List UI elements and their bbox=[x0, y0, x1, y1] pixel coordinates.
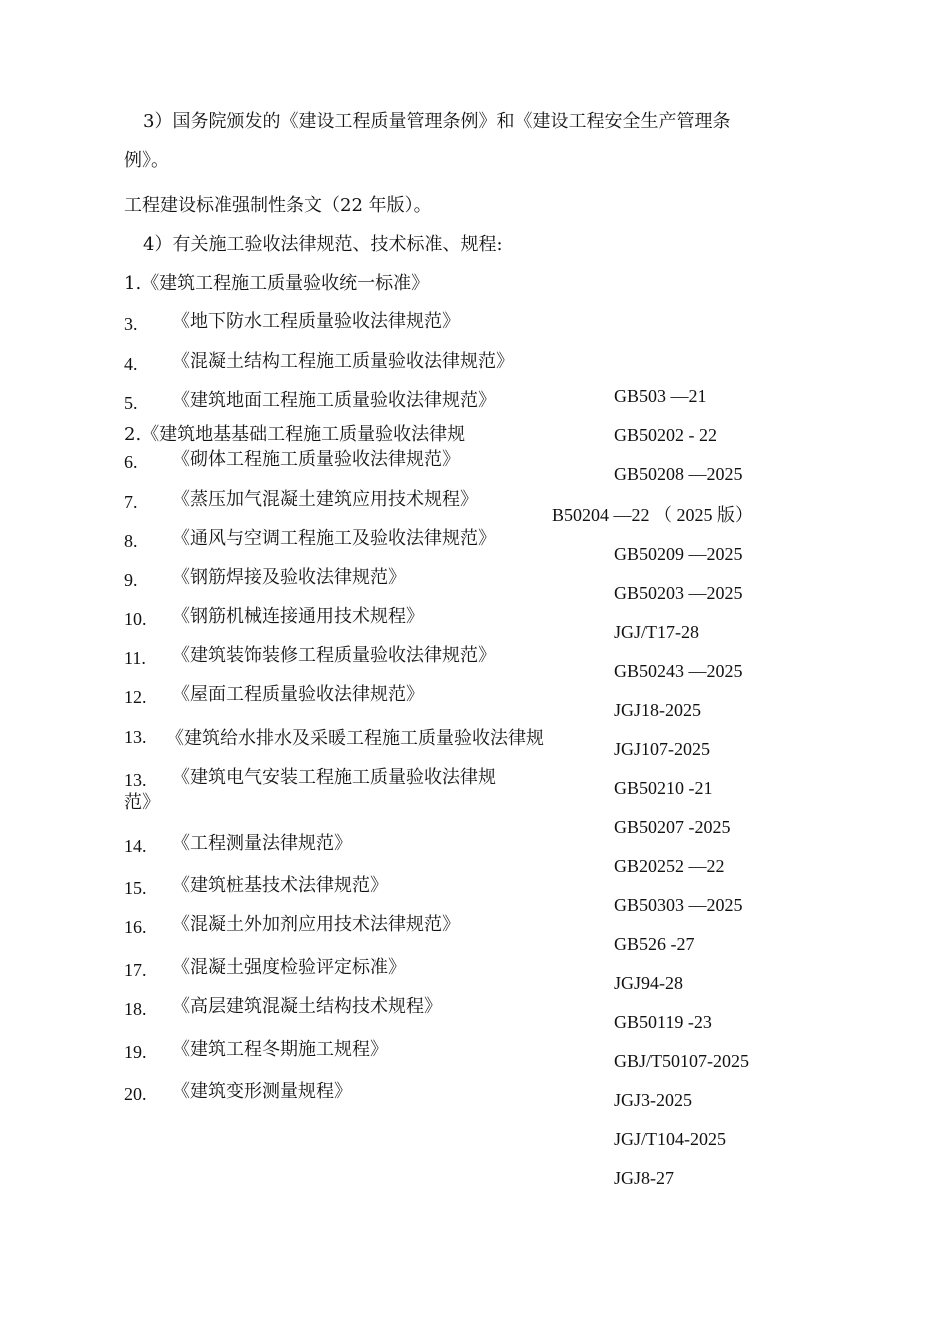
item-title: 《地下防水工程质量验收法律规范》 bbox=[172, 311, 460, 332]
standard-code: GB503 —21 bbox=[614, 386, 707, 406]
item-title: 《建筑地面工程施工质量验收法律规范》 bbox=[172, 390, 496, 411]
item-number: 12. bbox=[124, 687, 147, 707]
item-title: 《建筑工程施工质量验收统一标准》 bbox=[141, 273, 430, 294]
item-title: 《混凝土结构工程施工质量验收法律规范》 bbox=[172, 351, 514, 372]
item-title: 《钢筋焊接及验收法律规范》 bbox=[172, 567, 406, 588]
list-item bbox=[124, 423, 465, 447]
standard-code: GB50203 —2025 bbox=[614, 583, 743, 603]
item-title: 《建筑变形测量规程》 bbox=[172, 1081, 352, 1102]
item-number: 19. bbox=[124, 1042, 147, 1062]
standard-code: JGJ8-27 bbox=[614, 1168, 675, 1188]
item-number: 14. bbox=[124, 836, 147, 856]
item-number: 10. bbox=[124, 609, 147, 629]
item-number: 20. bbox=[124, 1084, 147, 1104]
standard-code: GB50202 - 22 bbox=[614, 425, 717, 445]
item-number: 3. bbox=[124, 314, 138, 334]
item-title: 《建筑给水排水及采暖工程施工质量验收法律规 bbox=[166, 728, 544, 749]
standard-code: JGJ3-2025 bbox=[614, 1090, 693, 1110]
standard-code: GB50208 —2025 bbox=[614, 464, 743, 484]
standard-code: JGJ107-2025 bbox=[614, 739, 711, 759]
standard-code: JGJ/T104-2025 bbox=[614, 1129, 726, 1149]
item-number: 6. bbox=[124, 452, 138, 472]
item-title: 《建筑电气安装工程施工质量验收法律规 bbox=[172, 767, 496, 788]
item-number: 5. bbox=[124, 393, 138, 413]
standard-code: JGJ18-2025 bbox=[614, 700, 702, 720]
standard-code: GB20252 —22 bbox=[614, 856, 725, 876]
item-title: 《建筑地基基础工程施工质量验收法律规 bbox=[141, 424, 466, 445]
item-number: 7. bbox=[124, 492, 138, 512]
item-title: 《建筑工程冬期施工规程》 bbox=[172, 1039, 388, 1060]
standard-code: GB50303 —2025 bbox=[614, 895, 743, 915]
item-title: 《工程测量法律规范》 bbox=[172, 833, 352, 854]
item-title: 《屋面工程质量验收法律规范》 bbox=[172, 684, 424, 705]
item-number: 17. bbox=[124, 960, 147, 980]
item-number: 13. bbox=[124, 727, 147, 747]
intro-line-1-cont: 例》。 bbox=[124, 150, 169, 171]
standard-code: GB50210 -21 bbox=[614, 778, 713, 798]
item-title: 《蒸压加气混凝土建筑应用技术规程》 bbox=[172, 489, 478, 510]
item-number: 9. bbox=[124, 570, 138, 590]
list-item bbox=[124, 272, 429, 296]
standard-code: B50204 —22 （ 2025 版） bbox=[552, 505, 754, 525]
standard-code: GB526 -27 bbox=[614, 934, 695, 954]
item-title: 《砌体工程施工质量验收法律规范》 bbox=[172, 449, 460, 470]
item-number: 4. bbox=[124, 354, 138, 374]
item-number: 2. bbox=[124, 424, 142, 445]
item-number: 1. bbox=[124, 273, 142, 294]
item-title: 《建筑装饰装修工程质量验收法律规范》 bbox=[172, 645, 496, 666]
item-title: 《混凝土外加剂应用技术法律规范》 bbox=[172, 914, 460, 935]
item-number: 15. bbox=[124, 878, 147, 898]
intro-line-3: 4）有关施工验收法律规范、技术标准、规程: bbox=[143, 234, 503, 255]
standard-code: JGJ94-28 bbox=[614, 973, 684, 993]
intro-line-1: 3）国务院颁发的《建设工程质量管理条例》和《建设工程安全生产管理条 bbox=[143, 111, 731, 132]
item-title: 《通风与空调工程施工及验收法律规范》 bbox=[172, 528, 496, 549]
item-number: 13. bbox=[124, 770, 147, 790]
standard-code: GBJ/T50107-2025 bbox=[614, 1051, 749, 1071]
item-title: 《钢筋机械连接通用技术规程》 bbox=[172, 606, 424, 627]
standard-code: GB50207 -2025 bbox=[614, 817, 731, 837]
standard-code: JGJ/T17-28 bbox=[614, 622, 699, 642]
item-number: 11. bbox=[124, 648, 146, 668]
item-number: 16. bbox=[124, 917, 147, 937]
standard-code: GB50209 —2025 bbox=[614, 544, 743, 564]
item-title-cont: 范》 bbox=[124, 792, 160, 813]
item-title: 《建筑桩基技术法律规范》 bbox=[172, 875, 388, 896]
item-number: 8. bbox=[124, 531, 138, 551]
item-title: 《高层建筑混凝土结构技术规程》 bbox=[172, 996, 442, 1017]
standard-code: GB50119 -23 bbox=[614, 1012, 712, 1032]
item-title: 《混凝土强度检验评定标准》 bbox=[172, 957, 406, 978]
intro-line-2: 工程建设标准强制性条文（22 年版）。 bbox=[124, 195, 432, 216]
standard-code: GB50243 —2025 bbox=[614, 661, 743, 681]
item-number: 18. bbox=[124, 999, 147, 1019]
